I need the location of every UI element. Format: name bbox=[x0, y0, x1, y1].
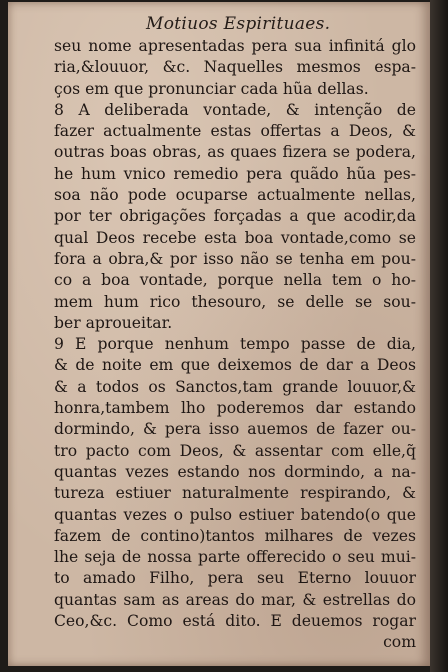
text-line: Ceo,&c. Como está dito. E deuemos rogar bbox=[54, 612, 416, 631]
text-line: lhe seja de nossa parte offerecido o seu mui- bbox=[54, 548, 416, 567]
page-edge bbox=[430, 0, 448, 672]
text-line: dormindo, & pera isso auemos de fazer ou- bbox=[54, 420, 416, 439]
text-line: & de noite em que deixemos de dar a Deos bbox=[54, 356, 416, 375]
text-line: mem hum rico thesouro, se delle se sou- bbox=[54, 292, 416, 311]
text-line: quantas vezes o pulso estiuer batendo(o que bbox=[54, 505, 416, 524]
text-line: he hum vnico remedio pera quãdo hũa pes- bbox=[54, 164, 416, 183]
text-line: co a boa vontade, porque nella tem o ho- bbox=[54, 271, 416, 290]
text-line: 8 A deliberada vontade, & intenção de bbox=[54, 100, 416, 119]
text-line: quantas vezes estando nos dormindo, a na- bbox=[54, 462, 416, 481]
text-line: 9 E porque nenhum tempo passe de dia, bbox=[54, 335, 416, 354]
text-line: por ter obrigações forçadas a que acodir,da bbox=[54, 207, 416, 226]
text-line: fazer actualmente estas offertas a Deos, & bbox=[54, 122, 416, 141]
text-line: seu nome apresentadas pera sua infinitá glo bbox=[54, 37, 416, 55]
text-line: & a todos os Sanctos,tam grande louuor,& bbox=[54, 377, 416, 396]
body-text bbox=[54, 36, 416, 654]
text-line: ber aproueitar. bbox=[54, 313, 173, 332]
text-line: quantas sam as areas do mar, & estrellas do bbox=[54, 590, 416, 609]
running-head: Motiuos Espirituaes. bbox=[146, 14, 331, 34]
text-line: qual Deos recebe esta boa vontade,como se bbox=[54, 228, 416, 247]
text-line: ria,&louuor, &c. Naquelles mesmos espa- bbox=[54, 58, 416, 77]
text-line: outras boas obras, as quaes fizera se podera, bbox=[54, 143, 416, 162]
text-line: fora a obra,& por isso não se tenha em pou- bbox=[54, 249, 416, 268]
text-line: ços em que pronunciar cada hũa dellas. bbox=[54, 79, 369, 98]
text-line: soa não pode ocuparse actualmente nellas, bbox=[54, 186, 416, 205]
text-line: tureza estiuer naturalmente respirando, & bbox=[54, 484, 416, 503]
text-line: fazem de contino)tantos milhares de vezes bbox=[54, 526, 416, 545]
text-line: honra,tambem lho poderemos dar estando bbox=[54, 399, 416, 418]
catchword: com bbox=[383, 633, 416, 652]
text-line: to amado Filho, pera seu Eterno louuor bbox=[54, 569, 416, 588]
text-line: tro pacto com Deos, & assentar com elle,q̃ bbox=[54, 441, 416, 460]
